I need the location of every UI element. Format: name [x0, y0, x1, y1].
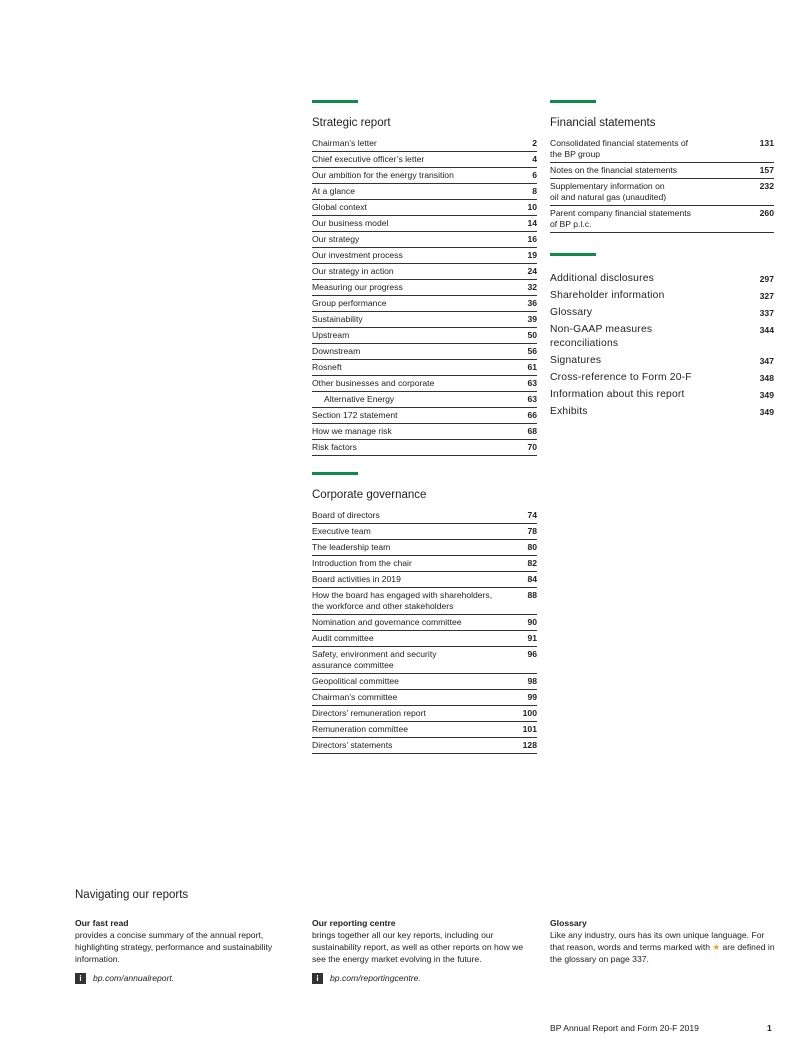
toc-row[interactable] [312, 690, 537, 706]
toc-row[interactable] [312, 200, 537, 216]
toc-page: 50 [527, 330, 537, 340]
toc-row[interactable] [312, 216, 537, 232]
additional-page: 344 [759, 324, 774, 335]
page-number: 1 [767, 1023, 772, 1033]
additional-label: Non-GAAP measures reconciliations [550, 323, 653, 349]
toc-page: 96 [527, 649, 537, 659]
toc-label: Alternative Energy [324, 394, 395, 404]
section-accent-bar [550, 100, 596, 103]
toc-label: Remuneration committee [312, 724, 409, 734]
fast-read-link-text[interactable]: bp.com/annualreport. [93, 973, 175, 983]
toc-row[interactable] [312, 280, 537, 296]
toc-page: 8 [532, 186, 537, 196]
toc-page: 2 [532, 138, 537, 148]
reporting-centre-heading: Our reporting centre [312, 918, 396, 928]
toc-row[interactable] [312, 440, 537, 456]
section-accent-bar [312, 472, 358, 475]
additional-label: Additional disclosures [550, 272, 654, 284]
info-icon: i [312, 973, 323, 984]
additional-label: Shareholder information [550, 289, 665, 301]
fast-read-block [75, 917, 300, 984]
toc-page: 80 [527, 542, 537, 552]
toc-page: 6 [532, 170, 537, 180]
toc-label: How we manage risk [312, 426, 392, 436]
toc-page: 39 [527, 314, 537, 324]
toc-label: Chairman’s letter [312, 138, 377, 148]
toc-row[interactable] [550, 206, 774, 233]
toc-page: 74 [527, 510, 537, 520]
toc-row[interactable] [312, 674, 537, 690]
toc-label: The leadership team [312, 542, 391, 552]
glossary-heading: Glossary [550, 918, 587, 928]
corporate-governance-section [312, 472, 537, 754]
toc-label: Downstream [312, 346, 361, 356]
reporting-centre-link[interactable] [312, 972, 537, 984]
toc-row[interactable] [550, 136, 774, 163]
toc-page: 10 [527, 202, 537, 212]
glossary-block [550, 917, 775, 965]
toc-label: Sustainability [312, 314, 363, 324]
toc-row[interactable] [312, 738, 537, 754]
toc-page: 91 [527, 633, 537, 643]
toc-page: 78 [527, 526, 537, 536]
toc-label: Global context [312, 202, 367, 212]
additional-label: Information about this report [550, 388, 685, 400]
toc-row[interactable] [312, 232, 537, 248]
toc-label: Nomination and governance committee [312, 617, 462, 627]
additional-row[interactable] [550, 352, 774, 369]
toc-page: 131 [759, 138, 774, 148]
toc-label: Measuring our progress [312, 282, 403, 292]
toc-page: 90 [527, 617, 537, 627]
additional-page: 348 [759, 372, 774, 383]
toc-label: Our strategy in action [312, 266, 394, 276]
toc-row[interactable] [312, 376, 537, 392]
toc-row[interactable] [312, 152, 537, 168]
toc-label: Directors’ remuneration report [312, 708, 426, 718]
reporting-centre-link-text[interactable]: bp.com/reportingcentre. [330, 973, 421, 983]
additional-label: Signatures [550, 354, 602, 366]
additional-label: Exhibits [550, 405, 588, 417]
strategic-report-section [312, 100, 537, 456]
toc-label: Group performance [312, 298, 387, 308]
toc-page: 63 [527, 394, 537, 404]
toc-page: 19 [527, 250, 537, 260]
glossary-text-before: Like any industry, ours has its own unique language. For that reason, words and terms marked with [550, 930, 765, 952]
fast-read-body: provides a concise summary of the annual report, highlighting strategy, performance and sustainability information. [75, 930, 273, 964]
toc-page: 84 [527, 574, 537, 584]
toc-label: Other businesses and corporate [312, 378, 435, 388]
toc-row[interactable] [312, 296, 537, 312]
toc-row[interactable] [312, 360, 537, 376]
toc-row[interactable] [312, 631, 537, 647]
glossary-body [550, 929, 775, 965]
toc-row[interactable] [312, 572, 537, 588]
additional-page: 297 [759, 273, 774, 284]
toc-label: Upstream [312, 330, 350, 340]
toc-page: 157 [759, 165, 774, 175]
toc-row[interactable] [312, 136, 537, 152]
reporting-centre-block [312, 917, 537, 984]
toc-label: Supplementary information on oil and natural gas (unaudited) [550, 181, 667, 202]
toc-label: Safety, environment and security assurance committee [312, 649, 437, 670]
glossary-text-after: are defined in the glossary on page 337. [550, 942, 775, 964]
toc-row[interactable] [312, 647, 537, 674]
toc-row[interactable] [312, 408, 537, 424]
reporting-centre-body: brings together all our key reports, including our sustainability report, as well as other reports on how we see the energy market evolving in the future. [312, 930, 524, 964]
toc-label: Board of directors [312, 510, 380, 520]
toc-label: Geopolitical committee [312, 676, 399, 686]
toc-label: Chairman’s committee [312, 692, 398, 702]
section-title: Financial statements [550, 117, 656, 129]
section-accent-bar [312, 100, 358, 103]
financial-statements-section [550, 100, 774, 233]
toc-page: 14 [527, 218, 537, 228]
toc-page: 4 [532, 154, 537, 164]
toc-label: Introduction from the chair [312, 558, 412, 568]
fast-read-link[interactable] [75, 972, 300, 984]
additional-page: 337 [759, 307, 774, 318]
toc-page: 128 [522, 740, 537, 750]
additional-label: Glossary [550, 306, 593, 318]
toc-row[interactable] [312, 168, 537, 184]
toc-row[interactable] [312, 588, 537, 615]
toc-page: 98 [527, 676, 537, 686]
toc-page: 24 [527, 266, 537, 276]
toc-page: 260 [759, 208, 774, 218]
toc-list [312, 508, 537, 754]
navigating-title: Navigating our reports [75, 889, 189, 901]
toc-label: Executive team [312, 526, 371, 536]
toc-label: At a glance [312, 186, 355, 196]
toc-label: Our strategy [312, 234, 360, 244]
toc-page: 101 [522, 724, 537, 734]
toc-row[interactable] [312, 508, 537, 524]
additional-page: 349 [759, 389, 774, 400]
toc-row-sub[interactable] [312, 392, 537, 408]
toc-row[interactable] [312, 524, 537, 540]
toc-row[interactable] [312, 264, 537, 280]
toc-page: 68 [527, 426, 537, 436]
additional-section [550, 253, 774, 420]
star-icon: ★ [712, 942, 721, 952]
additional-row[interactable] [550, 403, 774, 420]
toc-label: Section 172 statement [312, 410, 398, 420]
fast-read-heading: Our fast read [75, 918, 129, 928]
additional-row[interactable] [550, 287, 774, 304]
toc-page: 82 [527, 558, 537, 568]
toc-row[interactable] [312, 424, 537, 440]
toc-row[interactable] [312, 248, 537, 264]
additional-row[interactable] [550, 270, 774, 287]
toc-label: Our investment process [312, 250, 403, 260]
additional-page: 327 [759, 290, 774, 301]
toc-label: Risk factors [312, 442, 357, 452]
additional-list [550, 270, 774, 420]
toc-row[interactable] [312, 706, 537, 722]
toc-label: Consolidated financial statements of the BP group [550, 138, 689, 159]
toc-row[interactable] [312, 722, 537, 738]
toc-page: 16 [527, 234, 537, 244]
toc-page: 63 [527, 378, 537, 388]
additional-row[interactable] [550, 304, 774, 321]
toc-label: Notes on the financial statements [550, 165, 678, 175]
toc-label: Chief executive officer’s letter [312, 154, 425, 164]
section-title: Strategic report [312, 117, 391, 129]
toc-label: Audit committee [312, 633, 374, 643]
toc-page: 66 [527, 410, 537, 420]
toc-row[interactable] [312, 615, 537, 631]
toc-list [312, 136, 537, 456]
toc-label: Our ambition for the energy transition [312, 170, 454, 180]
toc-page: 99 [527, 692, 537, 702]
toc-row[interactable] [312, 556, 537, 572]
toc-page: 36 [527, 298, 537, 308]
toc-row[interactable] [312, 344, 537, 360]
toc-row[interactable] [312, 184, 537, 200]
additional-row[interactable] [550, 369, 774, 386]
toc-page: 70 [527, 442, 537, 452]
toc-page: 56 [527, 346, 537, 356]
section-accent-bar [550, 253, 596, 256]
toc-row[interactable] [312, 328, 537, 344]
toc-row[interactable] [550, 179, 774, 206]
toc-label: Directors’ statements [312, 740, 393, 750]
toc-label: Parent company financial statements of BP p.l.c. [550, 208, 691, 229]
toc-page: 100 [522, 708, 537, 718]
toc-page: 61 [527, 362, 537, 372]
additional-page: 349 [759, 406, 774, 417]
toc-label: Our business model [312, 218, 389, 228]
additional-page: 347 [759, 355, 774, 366]
toc-page: 232 [759, 181, 774, 191]
footer-title: BP Annual Report and Form 20-F 2019 [550, 1023, 699, 1033]
toc-row[interactable] [312, 540, 537, 556]
toc-row[interactable] [312, 312, 537, 328]
toc-row[interactable] [550, 163, 774, 179]
additional-row[interactable] [550, 321, 774, 352]
additional-label: Cross-reference to Form 20-F [550, 371, 692, 383]
toc-label: Rosneft [312, 362, 342, 372]
toc-label: How the board has engaged with shareholders, the workforce and other stakeholders [312, 590, 493, 611]
toc-label: Board activities in 2019 [312, 574, 401, 584]
toc-page: 88 [527, 590, 537, 600]
info-icon: i [75, 973, 86, 984]
additional-row[interactable] [550, 386, 774, 403]
toc-list [550, 136, 774, 233]
toc-page: 32 [527, 282, 537, 292]
section-title: Corporate governance [312, 489, 427, 501]
